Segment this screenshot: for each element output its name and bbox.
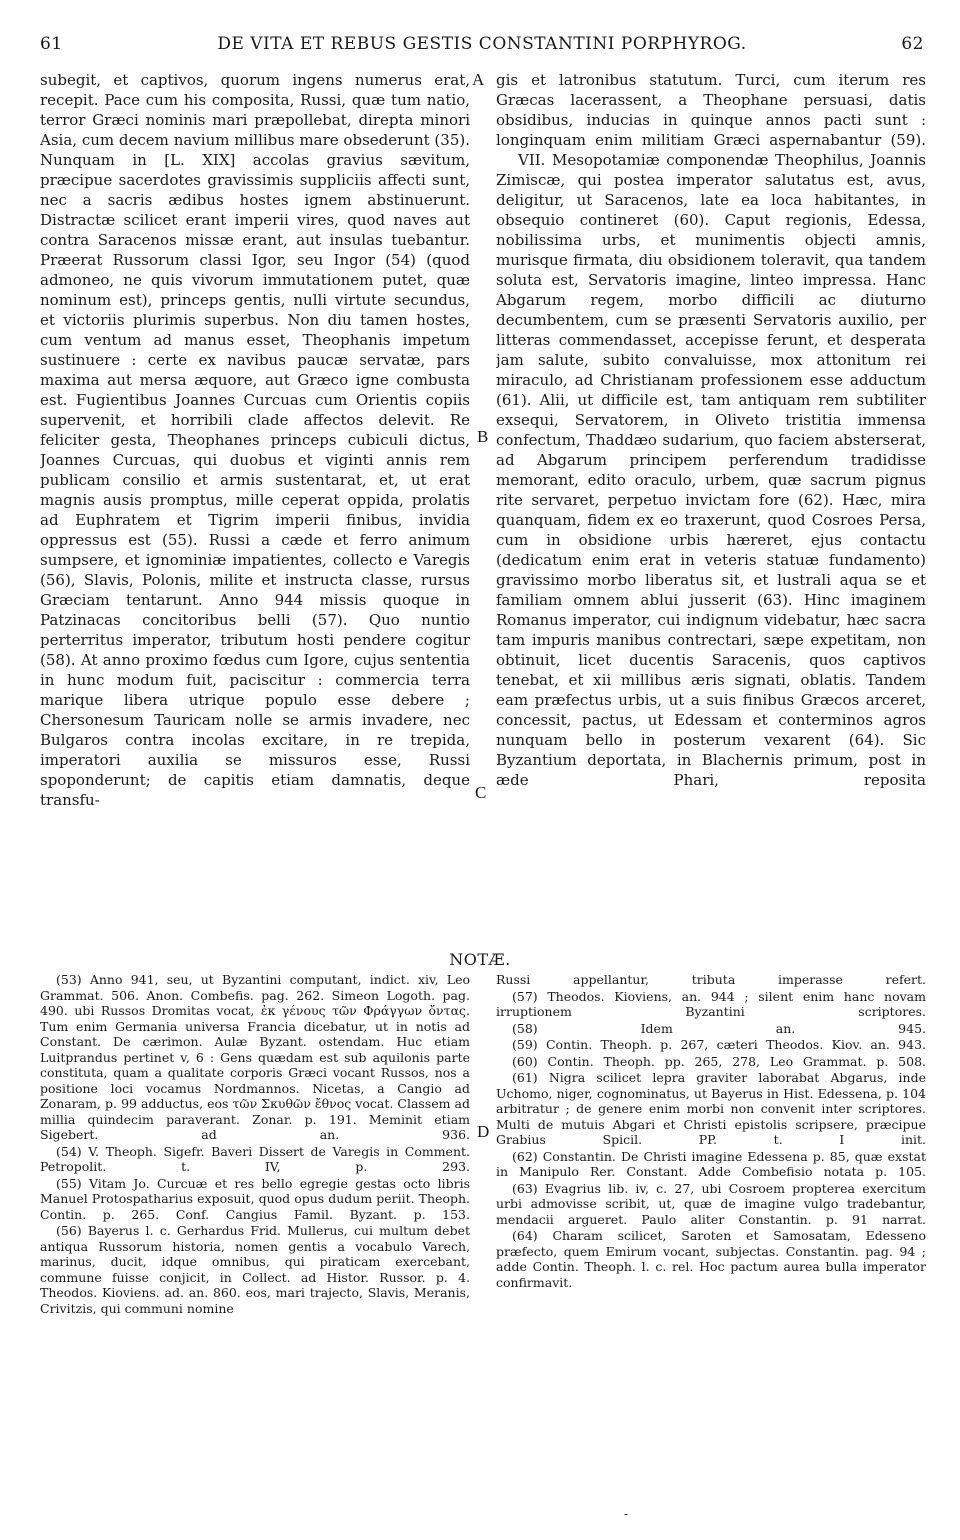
running-title: DE VITA ET REBUS GESTIS CONSTANTINI PORPHYROG.	[217, 34, 747, 54]
note-64: (64) Charam scilicet, Saroten et Samosatam, Edesseno præfecto, quem Emirum vocant, subjectas. Constantin. pag. 94 ; adde Contin. Theoph. l. c. rel. Hoc pactum aurea bulla imperator confirmavit.	[496, 1228, 926, 1290]
page-number-right: 62	[901, 34, 924, 54]
margin-marker-a: A	[472, 70, 485, 89]
main-text-right-column	[496, 70, 926, 950]
note-58: (58) Idem an. 945.	[512, 1020, 926, 1036]
note-56-continued: Russi appellantur, tributa imperasse refert.	[496, 972, 926, 987]
note-55: (55) Vitam Jo. Curcuæ et res bello egregie gestas octo libris Manuel Protospatharius exposuit, quod opus dudum periit. Theoph. Contin. p. 265. Conf. Cangius Famil. Byzant. p. 153.	[40, 1175, 470, 1222]
note-59: (59) Contin. Theoph. p. 267, cæteri Theodos. Kiov. an. 943.	[512, 1037, 926, 1052]
note-54: (54) V. Theoph. Sigefr. Baveri Dissert de Varegis in Comment. Petropolit. t. IV, p. 293.	[40, 1143, 470, 1174]
main-text-left-column	[40, 70, 470, 950]
main-right-paragraph-2: VII. Mesopotamiæ componendæ Theophilus, Joannis Zimiscæ, qui postea imperator salutatus est, avus, deligitur, ut Saracenos, late ea loca habitantes, in obsequio contineret (60). Caput regionis, Edessa, nobilissima urbs, et munimentis objecti amnis, murisque firmata, diu obsidionem toleravit, qua tandem soluta est, Servatoris imagine, linteo impressa. Hanc Abgarum regem, morbo difficili ac diuturno decumbentem, cum se præsenti Servatoris auxilio, per litteras commendasset, accepisse ferunt, et desperata jam salute, subito convaluisse, mox attonitum rei miraculo, ad Christianam professionem esse adductum (61). Alii, ut difficile est, tam antiquam rem subtiliter exsequi, Servatorem, in Oliveto tristitia immensa confectum, Thaddæo sudarium, quo faciem absterserat, ad Abgarum principem perferendum tradidisse memorant, edito oraculo, urbem, quæ sacrum pignus rite servaret, perpetuo invictam fore (62). Hæc, mira quanquam, fidem ex eo traxerunt, quod Cosroes Persa, cum in obsidione urbis hæreret, ejus contactu (dedicatum enim erat in veteris statuæ fundamento) gravissimo morbo liberatus sit, et lustrali aqua se et familiam omnem ablui jusserit (63). Hinc imaginem Romanus imperator, cui indignum videbatur, hæc sacra tam impuris manibus contrectari, sæpe expetitam, non obtinuit, licet ducentis Saracenis, quos captivos tenebat, et xii millibus æris signati, oblatis. Tandem eam præfectus urbis, ut a suis finibus Græcos arceret, concessit, pactus, ut Edessam et conterminos agros nunquam bello in posterum vexarent (64). Sic Byzantium deportata, in Blachernis primum, post in æde Phari, reposita	[496, 151, 926, 789]
note-53: (53) Anno 941, seu, ut Byzantini computant, indict. xiv, Leo Grammat. 506. Anon. Combefis. pag. 262. Simeon Logoth. pag. 490. ubi Russos Dromitas vocat, ἐκ γένους τῶν Φράγγων ὄντας. Tum enim Germania universa Francia dicebatur, ut in notis ad Constant. De cærimon. Aulæ Byzant. ostendam. Huc etiam Luitprandus pertinet v, 6 : Gens quædam est sub aquilonis parte constituta, quam a qualitate corporis Græci vocant Russos, nos a positione loci vocamus Nordmannos. Nicetas, a Cangio ad Zonaram, p. 99 adductus, eos τῶν Σκυθῶν ἔθνος vocat. Classem ad millia quindecim paraverant. Zonar. p. 191. Meminit etiam Sigebert. ad an. 936.	[40, 972, 470, 1142]
bottom-mark: -	[624, 1507, 629, 1521]
running-header	[40, 34, 924, 60]
page-number-left: 61	[40, 34, 63, 54]
note-61: (61) Nigra scilicet lepra graviter laborabat Abgarus, inde Uchomo, niger, cognominatus, ut Bayerus in Hist. Edessena, p. 104 arbitratur ; de genere enim morbi non convenit inter scriptores. Multi de mutuis Abgari et Christi epistolis scripsere, præcipue Grabius Spicil. PP. t. I init.	[496, 1070, 926, 1147]
note-56: (56) Bayerus l. c. Gerhardus Frid. Mullerus, cui multum debet antiqua Russorum historia, nomen gentis a vocabulo Varech, marinus, ducit, idque omnibus, qui piraticam exercebant, commune fuisse conjicit, in Collect. ad Histor. Russor. p. 4. Theodos. Kioviens. ad. an. 860. eos, mari trajecto, Slavis, Meranis, Crivitzis, qui communi nomine	[40, 1223, 470, 1316]
margin-marker-d: D	[477, 1122, 490, 1141]
notes-right-column	[496, 972, 926, 1492]
notes-left-column	[40, 972, 470, 1492]
margin-marker-b: B	[477, 427, 489, 446]
main-left-paragraph: subegit, et captivos, quorum ingens numerus erat, recepit. Pace cum his composita, Russi, quæ tum natio, terror Græci nominis mari præpollebat, direpta minori Asia, cum decem navium millibus mare obsederunt (35). Nunquam in [L. XIX] accolas gravius sævitum, præcipue sacerdotes gravissimis suppliciis affecti sunt, nec a sacris ædibus hostes ignem abstinuerunt. Distractæ scilicet erant imperii vires, quod naves aut contra Saracenos missæ erant, aut insulas tuebantur. Præerat Russorum classi Igor, seu Ingor (54) (quod admoneo, ne quis vivorum immutationem putet, quæ nominum est), princeps gentis, nulli virtute secundus, et victoriis plurimis superbus. Non diu tamen hostes, cum ventum ad manus esset, Theophanis impetum sustinuere : certe ex navibus paucæ servatæ, pars maxima aut mersa æquore, aut Græco igne combusta est. Fugientibus Joannes Curcuas cum Orientis copiis supervenit, et horribili clade affectos delevit. Re feliciter gesta, Theophanes princeps cubiculi dictus, Joannes Curcuas, qui duobus et viginti annis rem publicam consilio et armis sustentarat, et, ut erat magnis ausis promptus, mille ceperat oppida, prolatis ad Euphratem et Tigrim imperii finibus, invidia oppressus est (55). Russi a cæde et ferro animum sumpsere, et ignominiæ impatientes, collecto e Varegis (56), Slavis, Polonis, milite et instructa classe, rursus Græciam tentarunt. Anno 944 missis quoque in Patzinacas concitoribus belli (57). Quo nuntio perterritus imperator, tributum hosti pendere cogitur (58). At anno proximo fœdus cum Igore, cujus sententia in hunc modum fuit, paciscitur : commercia terra marique libera utrique populo esse debere ; Chersonesum Tauricam nolle se armis invadere, nec Bulgaros contra incolas excitare, in re trepida, imperatori auxilia se missuros esse, Russi spoponderunt; de capitis etiam damnatis, deque transfu-	[40, 71, 470, 809]
note-63: (63) Evagrius lib. iv, c. 27, ubi Cosroem propterea exercitum urbi admovisse scribit, ut, quæ de imagine vulgo tradebantur, mendacii argueret. Paulo aliter Constantin. p. 91 narrat.	[496, 1180, 926, 1227]
margin-marker-c: C	[475, 783, 487, 802]
note-62: (62) Constantin. De Christi imagine Edessena p. 85, quæ exstat in Manipulo Rer. Constant. Adde Combefisio notata p. 105.	[496, 1148, 926, 1179]
note-60: (60) Contin. Theoph. pp. 265, 278, Leo Grammat. p. 508.	[512, 1053, 926, 1069]
notes-heading: NOTÆ.	[449, 950, 511, 969]
note-57: (57) Theodos. Kioviens, an. 944 ; silent enim hanc novam irruptionem Byzantini scriptores.	[496, 988, 926, 1019]
main-right-paragraph-1: gis et latronibus statutum. Turci, cum iterum res Græcas lacerassent, a Theophane persuasi, datis obsidibus, inducias in quinque annos pacti sunt : longinquam enim militiam Græci aspernabantur (59).	[496, 71, 926, 149]
